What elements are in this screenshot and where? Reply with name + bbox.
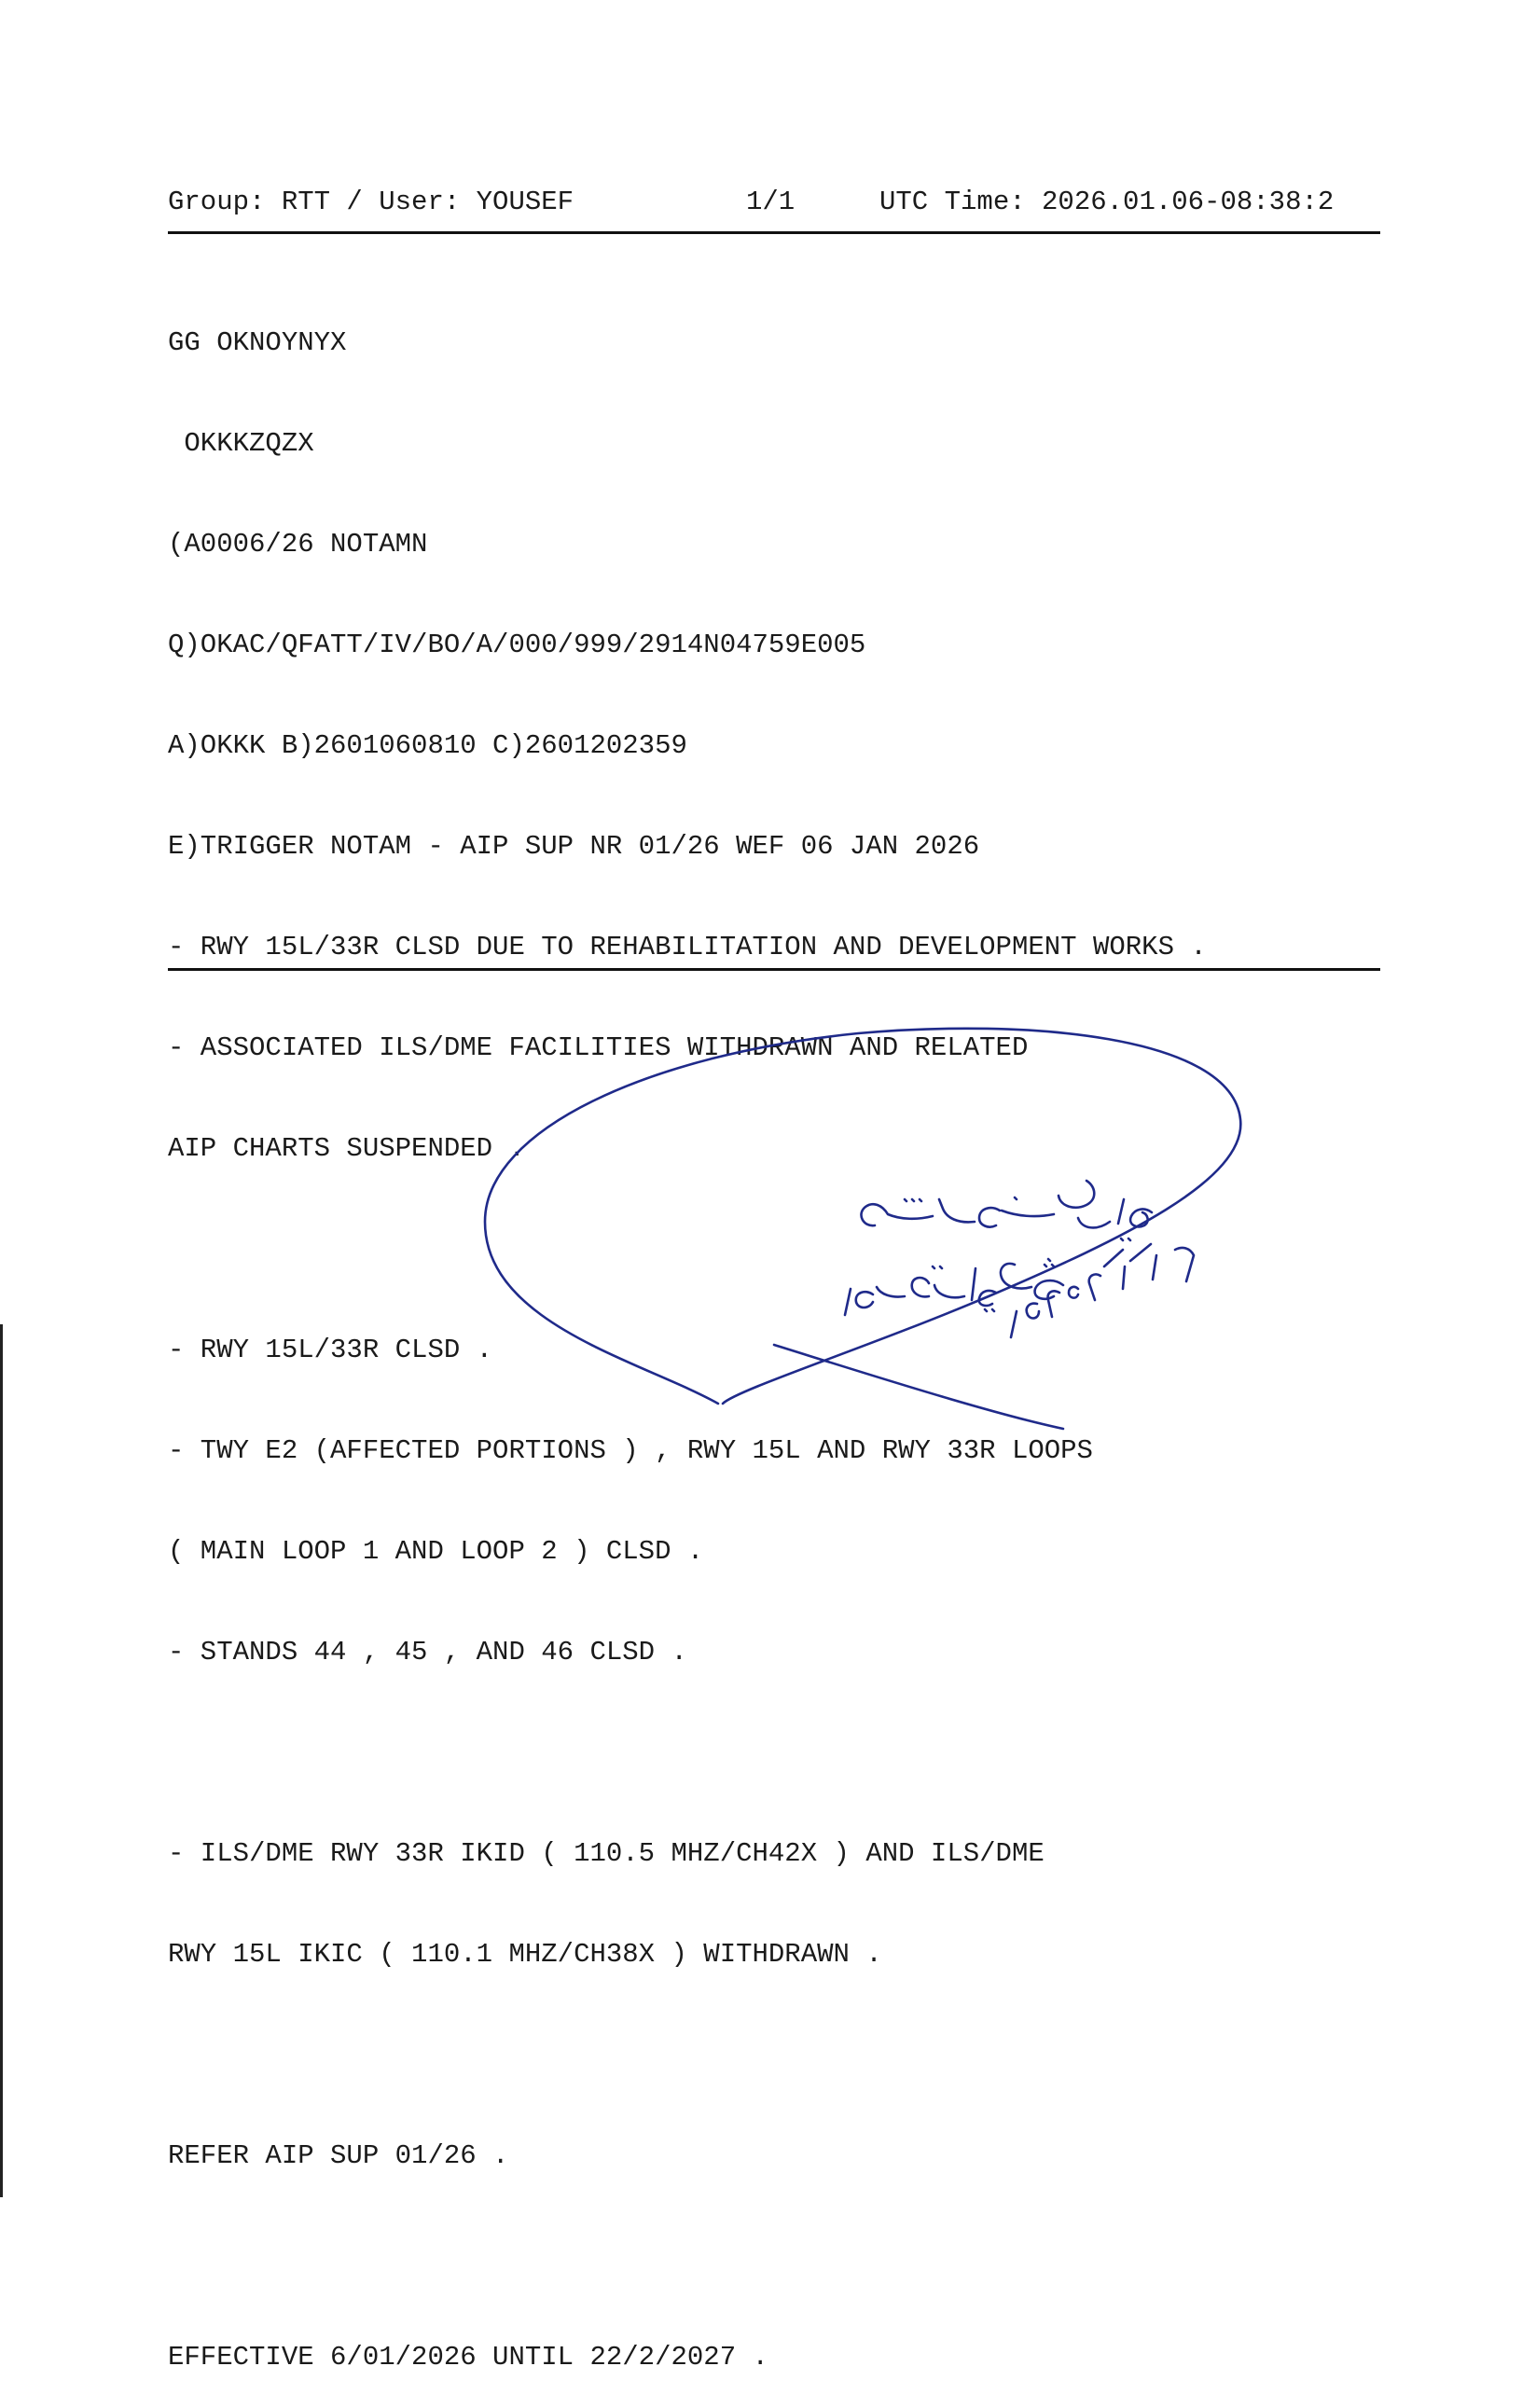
handwriting-date bbox=[1011, 1244, 1194, 1337]
utc-time: UTC Time: 2026.01.06-08:38:2 bbox=[879, 187, 1350, 217]
message-line: Q)OKAC/QFATT/IV/BO/A/000/999/2914N04759E005 bbox=[168, 630, 866, 660]
message-line: EFFECTIVE 6/01/2026 UNTIL 22/2/2027 . bbox=[168, 2342, 768, 2373]
message-line: - ILS/DME RWY 33R IKID ( 110.5 MHZ/CH42X ) AND ILS/DME bbox=[168, 1838, 1045, 1869]
message-line: OKKKZQZX bbox=[168, 428, 314, 459]
handwritten-signature bbox=[466, 1017, 1268, 1446]
message-line: A)OKKK B)2601060810 C)2601202359 bbox=[168, 730, 687, 761]
message-line: RWY 15L IKIC ( 110.1 MHZ/CH38X ) WITHDRAWN . bbox=[168, 1939, 882, 1970]
blank-line bbox=[168, 1737, 1380, 1770]
signature-loop bbox=[485, 1029, 1240, 1404]
blank-line bbox=[168, 2240, 1380, 2274]
signature-tail bbox=[774, 1345, 1063, 1429]
message-line: (A0006/26 NOTAMN bbox=[168, 529, 428, 560]
message-line: - ASSOCIATED ILS/DME FACILITIES WITHDRAWN AND RELATED bbox=[168, 1032, 1029, 1063]
footer-divider bbox=[168, 968, 1380, 971]
scan-edge-shadow bbox=[0, 1324, 3, 2197]
blank-line bbox=[168, 2039, 1380, 2072]
header-divider bbox=[168, 231, 1380, 234]
page-number: 1/1 bbox=[746, 187, 796, 217]
handwriting-section bbox=[845, 1264, 1063, 1315]
handwriting-dots bbox=[905, 1197, 1130, 1240]
message-line: - RWY 15L/33R CLSD . bbox=[168, 1335, 493, 1365]
message-line: - TWY E2 (AFFECTED PORTIONS ) , RWY 15L AND RWY 33R LOOPS bbox=[168, 1435, 1093, 1466]
message-line: GG OKNOYNYX bbox=[168, 327, 347, 358]
handwriting-name bbox=[861, 1181, 1152, 1227]
group-user-label: Group: RTT / User: YOUSEF bbox=[168, 187, 574, 217]
message-line: AIP CHARTS SUSPENDED . bbox=[168, 1133, 525, 1164]
message-line: E)TRIGGER NOTAM - AIP SUP NR 01/26 WEF 06 JAN 2026 bbox=[168, 831, 980, 862]
message-line: REFER AIP SUP 01/26 . bbox=[168, 2140, 509, 2171]
message-line: - RWY 15L/33R CLSD DUE TO REHABILITATION AND DEVELOPMENT WORKS . bbox=[168, 932, 1207, 962]
page-header bbox=[168, 187, 1380, 226]
message-line: - STANDS 44 , 45 , AND 46 CLSD . bbox=[168, 1637, 687, 1668]
message-line: ( MAIN LOOP 1 AND LOOP 2 ) CLSD . bbox=[168, 1536, 704, 1567]
